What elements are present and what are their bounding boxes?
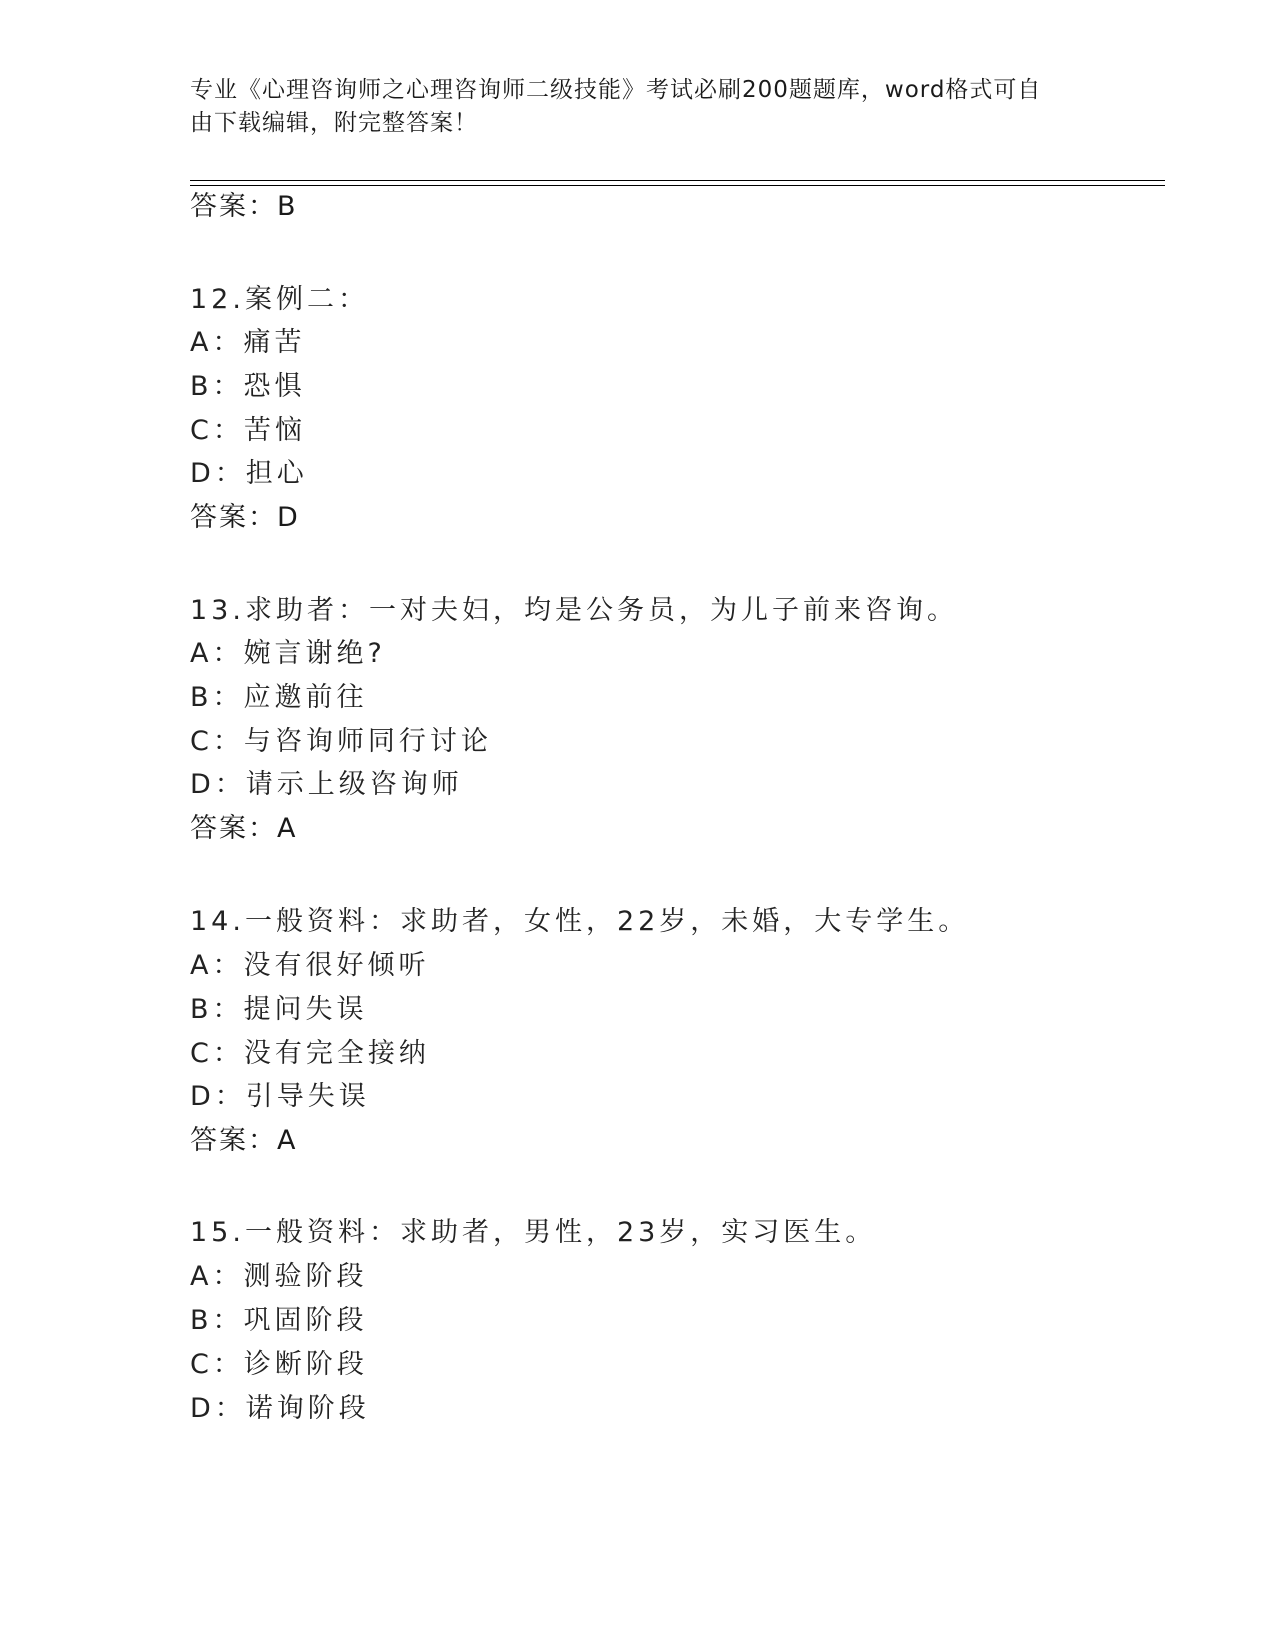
question-15: 15.一般资料：求助者，男性，23岁，实习医生。 — [190, 1217, 877, 1248]
question-13-option-d: D：请示上级咨询师 — [190, 769, 463, 800]
question-13-option-b: B：应邀前往 — [190, 682, 368, 713]
question-12-option-c: C：苦恼 — [190, 415, 306, 446]
header-divider-bottom — [190, 185, 1165, 186]
question-14-answer: 答案：A — [190, 1125, 298, 1156]
question-12-answer: 答案：D — [190, 502, 300, 533]
question-12-option-b: B：恐惧 — [190, 371, 306, 402]
previous-answer: 答案：B — [190, 191, 298, 222]
question-15-option-b: B：巩固阶段 — [190, 1305, 368, 1336]
question-14: 14.一般资料：求助者，女性，22岁，未婚，大专学生。 — [190, 906, 970, 937]
header-line-2: 由下载编辑，附完整答案！ — [190, 110, 478, 136]
question-15-option-d: D：诺询阶段 — [190, 1393, 370, 1424]
question-15-option-a: A：测验阶段 — [190, 1261, 368, 1292]
question-13: 13.求助者：一对夫妇，均是公务员，为儿子前来咨询。 — [190, 595, 958, 626]
question-13-option-a: A：婉言谢绝? — [190, 638, 386, 669]
question-14-option-a: A：没有很好倾听 — [190, 950, 430, 981]
question-14-option-c: C：没有完全接纳 — [190, 1038, 430, 1069]
header-line-1: 专业《心理咨询师之心理咨询师二级技能》考试必刷200题题库，word格式可自 — [190, 77, 1042, 103]
question-13-option-c: C：与咨询师同行讨论 — [190, 726, 492, 757]
question-12-option-d: D：担心 — [190, 458, 308, 489]
document-header — [190, 74, 1090, 140]
question-15-option-c: C：诊断阶段 — [190, 1349, 368, 1380]
question-12: 12.案例二： — [190, 284, 369, 315]
question-14-option-b: B：提问失误 — [190, 994, 368, 1025]
question-14-option-d: D：引导失误 — [190, 1081, 370, 1112]
header-divider-top — [190, 180, 1165, 181]
question-12-option-a: A：痛苦 — [190, 327, 306, 358]
question-13-answer: 答案：A — [190, 813, 298, 844]
